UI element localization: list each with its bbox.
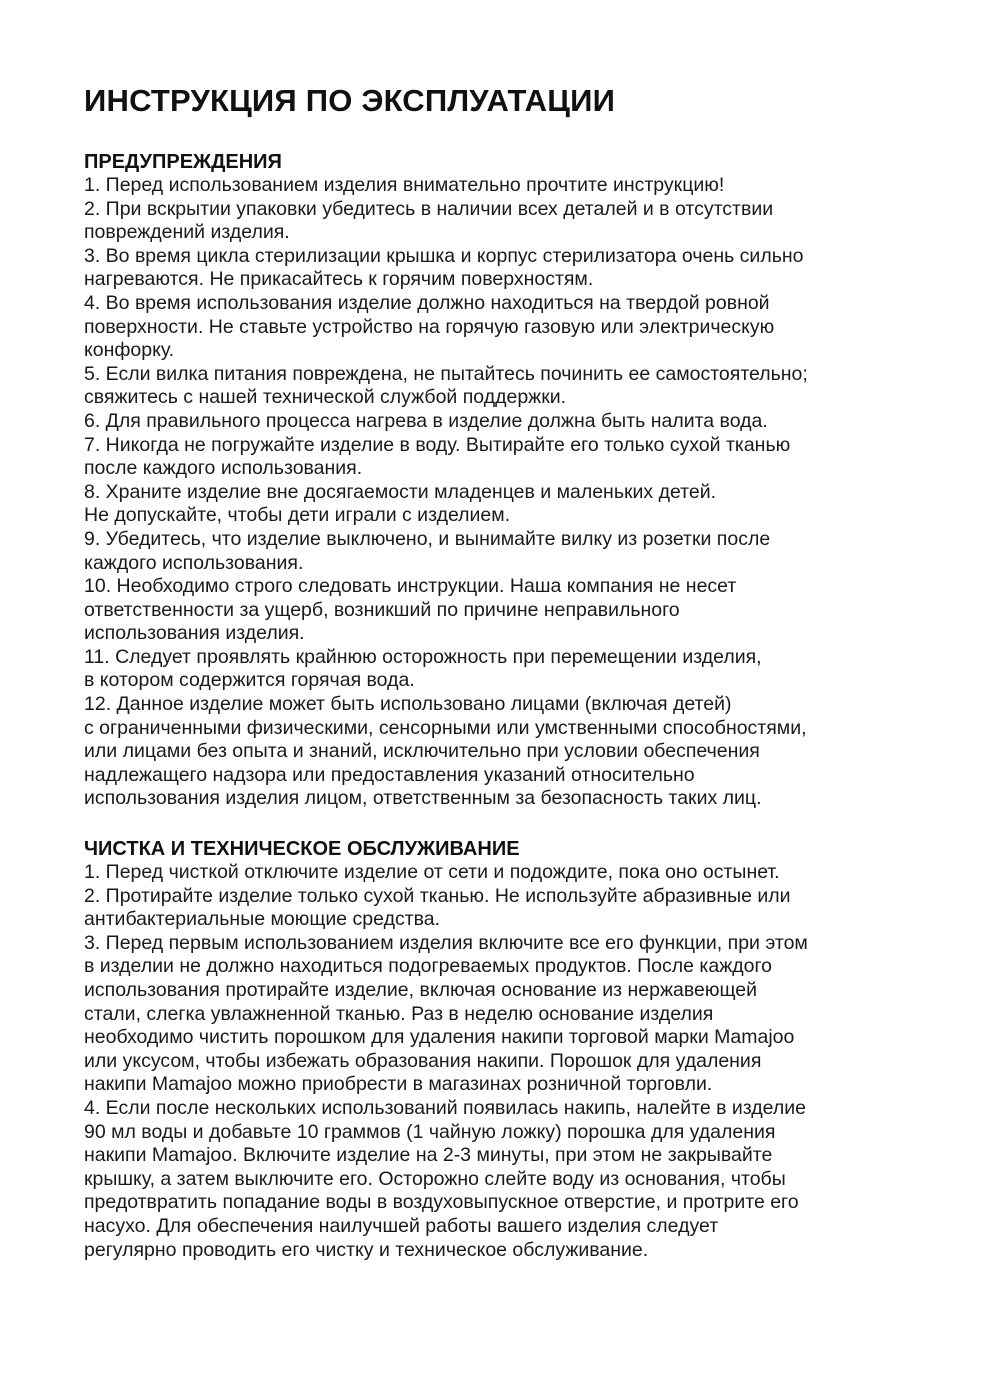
instruction-line: регулярно проводить его чистку и техническое обслуживание.: [84, 1238, 649, 1261]
instruction-list: [84, 174, 964, 811]
instruction-line: каждого использования.: [84, 551, 304, 574]
instruction-line: 10. Необходимо строго следовать инструкции. Наша компания не несет: [84, 575, 737, 598]
instruction-line: нагреваются. Не прикасайтесь к горячим поверхностям.: [84, 268, 594, 291]
instruction-item: [84, 1097, 964, 1262]
instruction-page: [84, 82, 964, 1262]
instruction-line: 1. Перед чисткой отключите изделие от сети и подождите, пока оно остынет.: [84, 861, 780, 884]
instruction-line: или лицами без опыта и знаний, исключительно при условии обеспечения: [84, 740, 760, 763]
instruction-line: 9. Убедитесь, что изделие выключено, и вынимайте вилку из розетки после: [84, 527, 771, 550]
instruction-line: ответственности за ущерб, возникший по причине неправильного: [84, 598, 680, 621]
instruction-line: накипи Mamajoo можно приобрести в магазинах розничной торговли.: [84, 1073, 713, 1096]
instruction-line: 1. Перед использованием изделия внимательно прочтите инструкцию!: [84, 174, 725, 196]
instruction-line: предотвратить попадание воды в воздуховыпускное отверстие, и протрите его: [84, 1191, 799, 1214]
instruction-line: антибактериальные моющие средства.: [84, 908, 441, 931]
instruction-item: [84, 646, 964, 693]
instruction-line: насухо. Для обеспечения наилучшей работы вашего изделия следует: [84, 1214, 719, 1237]
instruction-item: [84, 932, 964, 1097]
section-cleaning-maintenance: [84, 837, 964, 1262]
section-gap: [84, 811, 964, 837]
instruction-item: [84, 693, 964, 811]
instruction-item: [84, 575, 964, 646]
instruction-line: в котором содержится горячая вода.: [84, 669, 415, 692]
section-heading: ПРЕДУПРЕЖДЕНИЯ: [84, 151, 282, 173]
instruction-item: [84, 861, 964, 885]
instruction-line: после каждого использования.: [84, 457, 363, 480]
instruction-line: 2. При вскрытии упаковки убедитесь в наличии всех деталей и в отсутствии: [84, 197, 774, 220]
instruction-list: [84, 861, 964, 1262]
sections-container: [84, 150, 964, 1262]
instruction-item: [84, 481, 964, 528]
instruction-line: 11. Следует проявлять крайнюю осторожность при перемещении изделия,: [84, 645, 762, 668]
instruction-item: [84, 292, 964, 363]
instruction-line: 8. Храните изделие вне досягаемости младенцев и маленьких детей.: [84, 480, 717, 503]
instruction-line: 4. Если после нескольких использований появилась накипь, налейте в изделие: [84, 1096, 806, 1119]
instruction-item: [84, 174, 964, 198]
page-title: ИНСТРУКЦИЯ ПО ЭКСПЛУАТАЦИИ: [84, 83, 616, 118]
instruction-line: 7. Никогда не погружайте изделие в воду. Вытирайте его только сухой тканью: [84, 433, 791, 456]
instruction-line: Не допускайте, чтобы дети играли с изделием.: [84, 504, 511, 527]
section-warnings: [84, 150, 964, 811]
instruction-line: надлежащего надзора или предоставления указаний относительно: [84, 763, 695, 786]
instruction-item: [84, 434, 964, 481]
instruction-line: использования протирайте изделие, включая основание из нержавеющей: [84, 979, 758, 1001]
instruction-line: 6. Для правильного процесса нагрева в изделие должна быть налита вода.: [84, 409, 768, 432]
instruction-line: 2. Протирайте изделие только сухой тканью. Не используйте абразивные или: [84, 884, 791, 907]
instruction-item: [84, 363, 964, 410]
instruction-line: крышку, а затем выключите его. Осторожно слейте воду из основания, чтобы: [84, 1167, 786, 1190]
instruction-line: использования изделия.: [84, 622, 305, 645]
section-heading: ЧИСТКА И ТЕХНИЧЕСКОЕ ОБСЛУЖИВАНИЕ: [84, 838, 520, 861]
instruction-line: 4. Во время использования изделие должно находиться на твердой ровной: [84, 291, 770, 314]
instruction-item: [84, 198, 964, 245]
instruction-line: поверхности. Не ставьте устройство на горячую газовую или электрическую: [84, 315, 775, 338]
instruction-item: [84, 245, 964, 292]
instruction-item: [84, 410, 964, 434]
instruction-item: [84, 885, 964, 932]
instruction-line: стали, слегка увлажненной тканью. Раз в неделю основание изделия: [84, 1002, 714, 1025]
instruction-item: [84, 528, 964, 575]
instruction-line: 3. Во время цикла стерилизации крышка и корпус стерилизатора очень сильно: [84, 244, 804, 267]
instruction-line: свяжитесь с нашей технической службой поддержки.: [84, 386, 567, 409]
instruction-line: 90 мл воды и добавьте 10 граммов (1 чайную ложку) порошка для удаления: [84, 1120, 776, 1143]
instruction-line: необходимо чистить порошком для удаления накипи торговой марки Mamajoo: [84, 1026, 795, 1049]
instruction-line: 5. Если вилка питания повреждена, не пытайтесь починить ее самостоятельно;: [84, 362, 808, 385]
instruction-line: 3. Перед первым использованием изделия включите все его функции, при этом: [84, 931, 808, 954]
instruction-line: в изделии не должно находиться подогреваемых продуктов. После каждого: [84, 955, 772, 978]
instruction-line: конфорку.: [84, 339, 175, 362]
instruction-line: или уксусом, чтобы избежать образования накипи. Порошок для удаления: [84, 1049, 762, 1072]
instruction-line: с ограниченными физическими, сенсорными или умственными способностями,: [84, 716, 807, 739]
instruction-line: повреждений изделия.: [84, 221, 290, 244]
instruction-line: накипи Mamajoo. Включите изделие на 2-3 минуты, при этом не закрывайте: [84, 1144, 773, 1167]
instruction-line: 12. Данное изделие может быть использовано лицами (включая детей): [84, 693, 732, 716]
instruction-line: использования изделия лицом, ответственным за безопасность таких лиц.: [84, 787, 762, 810]
